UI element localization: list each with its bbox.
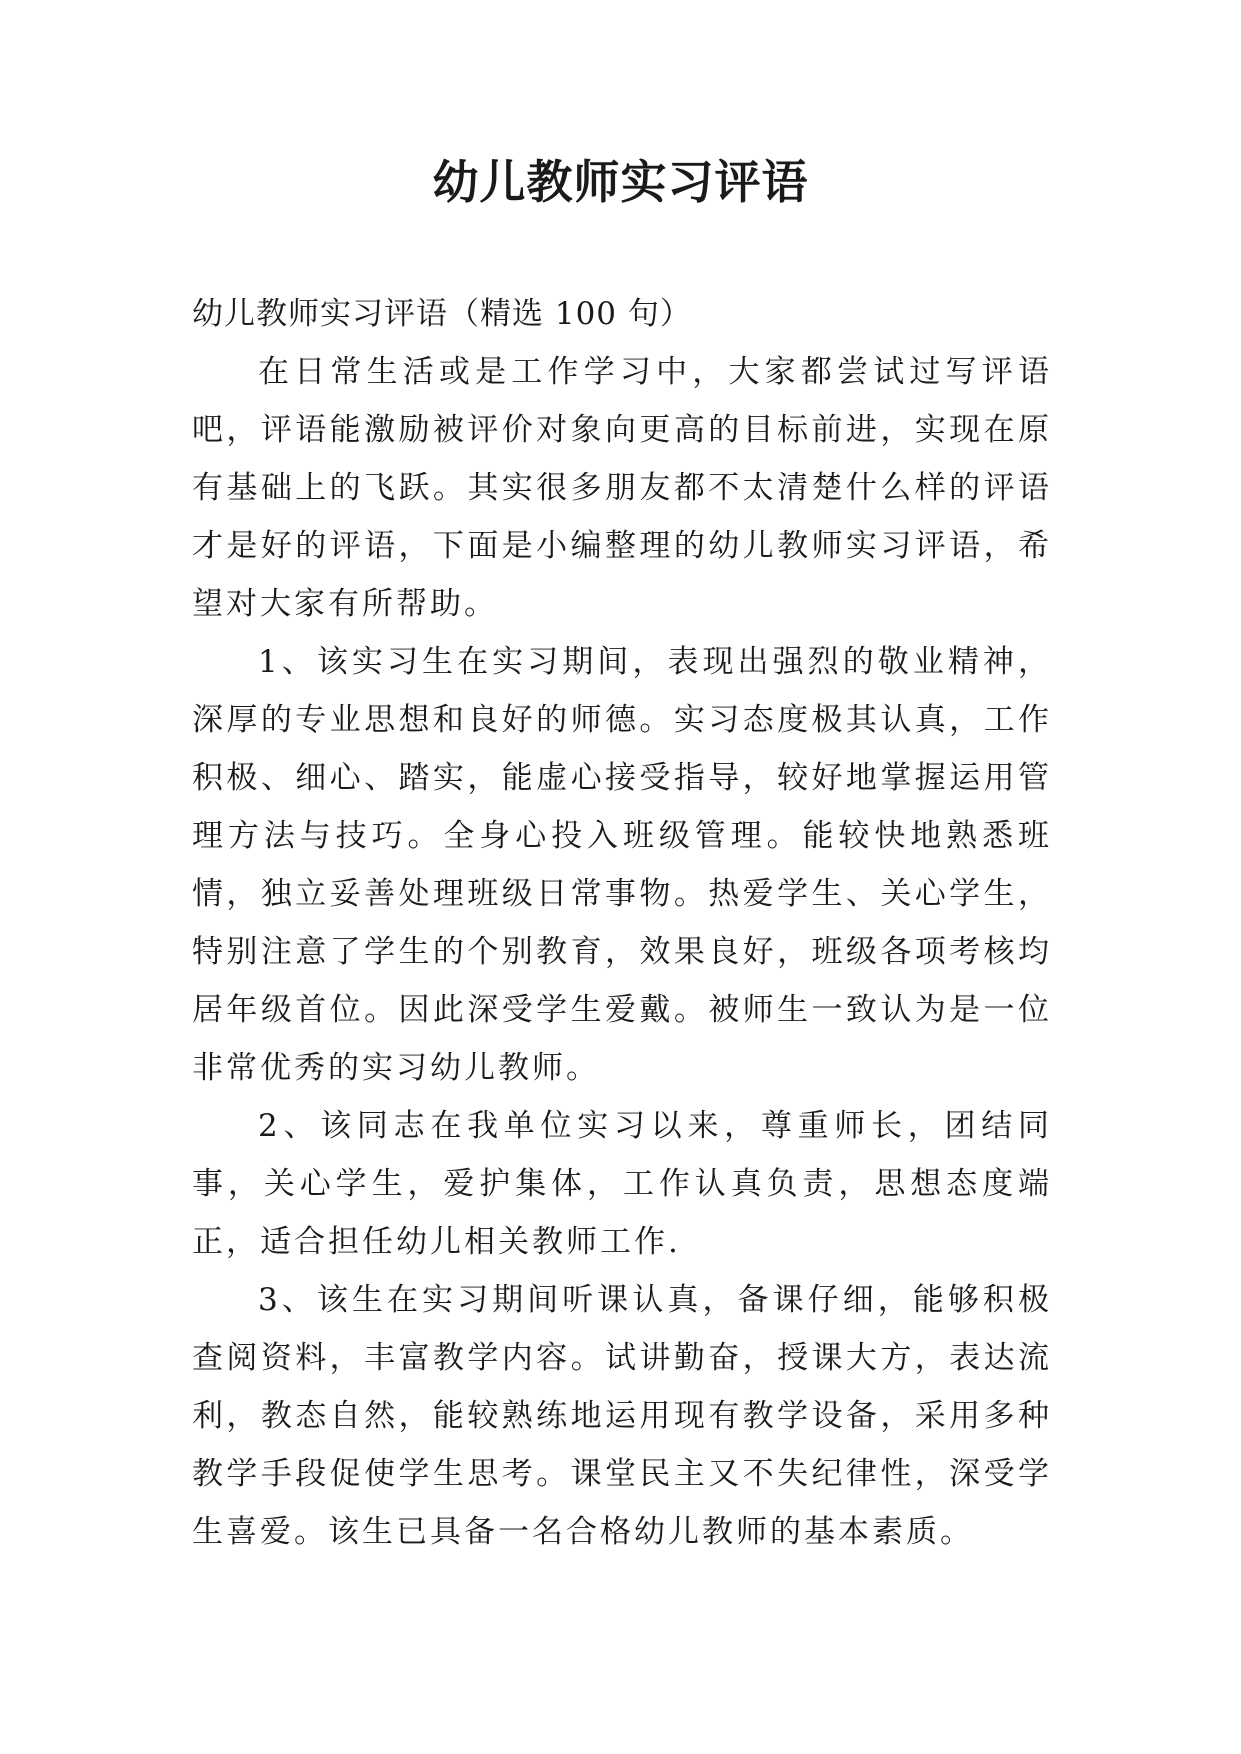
comment-paragraph-2: 2、该同志在我单位实习以来，尊重师长，团结同事，关心学生，爱护集体，工作认真负责，思想态度端正，适合担任幼儿相关教师工作. <box>192 1108 1052 1260</box>
intro-paragraph: 在日常生活或是工作学习中，大家都尝试过写评语吧，评语能激励被评价对象向更高的目标前进，实现在原有基础上的飞跃。其实很多朋友都不太清楚什么样的评语才是好的评语，下面是小编整理的幼儿教师实习评语，希望对大家有所帮助。 <box>192 354 1052 622</box>
comment-paragraph-3: 3、该生在实习期间听课认真，备课仔细，能够积极查阅资料，丰富教学内容。试讲勤奋，授课大方，表达流利，教态自然，能较熟练地运用现有教学设备，采用多种教学手段促使学生思考。课堂民主又不失纪律性，深受学生喜爱。该生已具备一名合格幼儿教师的基本素质。 <box>192 1282 1052 1550</box>
page-title: 幼儿教师实习评语 <box>432 155 809 209</box>
document-subtitle: 幼儿教师实习评语（精选 100 句） <box>192 296 692 332</box>
comment-paragraph-1: 1、该实习生在实习期间，表现出强烈的敬业精神，深厚的专业思想和良好的师德。实习态度极其认真，工作积极、细心、踏实，能虚心接受指导，较好地掌握运用管理方法与技巧。全身心投入班级管理。能较快地熟悉班情，独立妥善处理班级日常事物。热爱学生、关心学生，特别注意了学生的个别教育，效果良好，班级各项考核均居年级首位。因此深受学生爱戴。被师生一致认为是一位非常优秀的实习幼儿教师。 <box>192 644 1052 1086</box>
document-body <box>192 285 1052 1561</box>
